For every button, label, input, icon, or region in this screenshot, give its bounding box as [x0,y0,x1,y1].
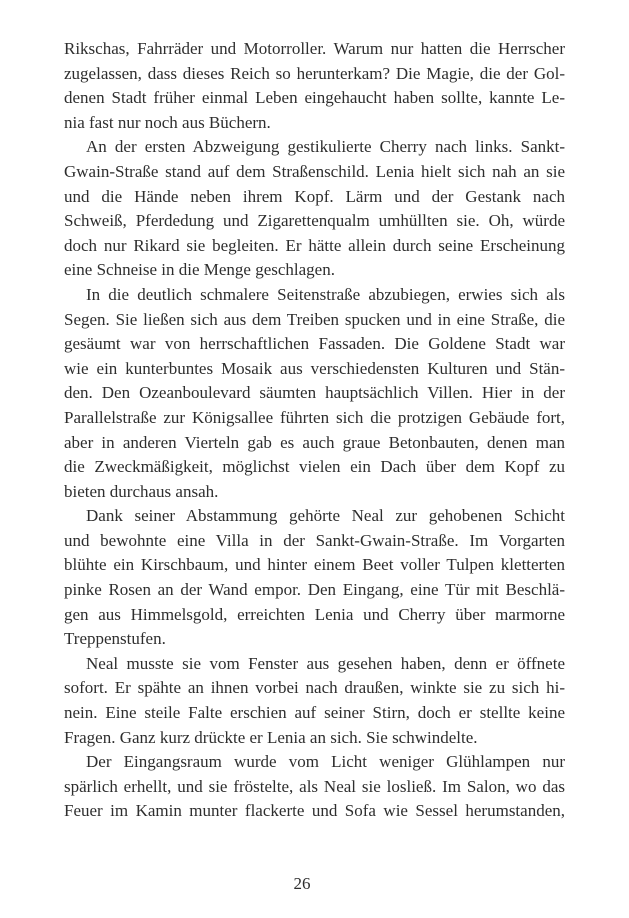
text-line: eine Schneise in die Menge geschlagen. [64,260,335,280]
text-line: Segen. Sie ließen sich aus dem Treiben spucken und in eine Straße, die [64,309,565,329]
text-line: gesäumt war von herrschaftlichen Fassaden. Die Goldene Stadt war [64,334,565,354]
text-line: Parallelstraße zur Königsallee führten sich die protzigen Gebäude fort, [64,407,565,427]
text-line: Der Eingangsraum wurde vom Licht weniger Glühlampen nur [86,752,565,772]
text-line: und bewohnte eine Villa in der Sankt-Gwain-Straße. Im Vorgarten [64,530,565,550]
text-line: die Zweckmäßigkeit, möglichst vielen ein Dach über dem Kopf zu [64,457,565,477]
text-line: Feuer im Kamin munter flackerte und Sofa wie Sessel herumstanden, [64,801,565,821]
text-line: nia fast nur noch aus Büchern. [64,112,271,132]
text-line: Fragen. Ganz kurz drückte er Lenia an sich. Sie schwindelte. [64,727,478,747]
text-line: Rikschas, Fahrräder und Motorroller. Warum nur hatten die Herrscher [64,39,565,58]
text-line: zugelassen, dass dieses Reich so herunterkam? Die Magie, die der Gol- [64,63,565,83]
text-line: Schweiß, Pferdedung und Zigarettenqualm umhüllten sie. Oh, würde [64,211,565,231]
text-line: pinke Rosen an der Wand empor. Den Eingang, eine Tür mit Beschlä- [64,580,565,600]
text-line: Treppenstufen. [64,629,166,649]
text-line: den. Den Ozeanboulevard säumten hauptsächlich Villen. Hier in der [64,383,565,403]
paragraph [64,504,565,652]
text-line: aber in anderen Vierteln gab es auch graue Betonbauten, denen man [64,432,565,452]
text-line: gen aus Himmelsgold, erreichten Lenia und Cherry über marmorne [64,604,565,624]
text-line: Dank seiner Abstammung gehörte Neal zur gehobenen Schicht [86,506,565,526]
text-line: doch nur Rikard sie begleiten. Er hätte allein durch seine Erscheinung [64,235,565,255]
text-line: wie ein kunterbuntes Mosaik aus verschiedensten Kulturen und Stän- [64,358,565,378]
text-line: sofort. Er spähte an ihnen vorbei nach draußen, winkte sie zu sich hi- [64,678,565,698]
paragraph [64,37,565,135]
text-line: bieten durchaus ansah. [64,481,219,501]
text-line: und die Hände neben ihrem Kopf. Lärm und der Gestank nach [64,186,565,206]
text-line: denen Stadt früher einmal Leben eingehaucht haben sollte, kannte Le- [64,88,565,108]
text-line: In die deutlich schmalere Seitenstraße abzubiegen, erwies sich als [86,284,565,304]
paragraph [64,283,565,504]
page-number: 26 [293,874,311,893]
text-line: nein. Eine steile Falte erschien auf seiner Stirn, doch er stellte keine [64,703,565,723]
text-line: Gwain-Straße stand auf dem Straßenschild. Lenia hielt sich nah an sie [64,161,565,181]
text-line: Neal musste sie vom Fenster aus gesehen haben, denn er öffnete [86,653,565,673]
paragraph [64,652,565,750]
text-line: An der ersten Abzweigung gestikulierte Cherry nach links. Sankt- [86,137,565,157]
text-block [64,37,565,824]
text-line: blühte ein Kirschbaum, und hinter einem Beet voller Tulpen kletterten [64,555,565,575]
paragraph [64,135,565,283]
paragraph [64,750,565,824]
text-line: spärlich erhellt, und sie fröstelte, als Neal sie losließ. Im Salon, wo das [64,776,565,796]
